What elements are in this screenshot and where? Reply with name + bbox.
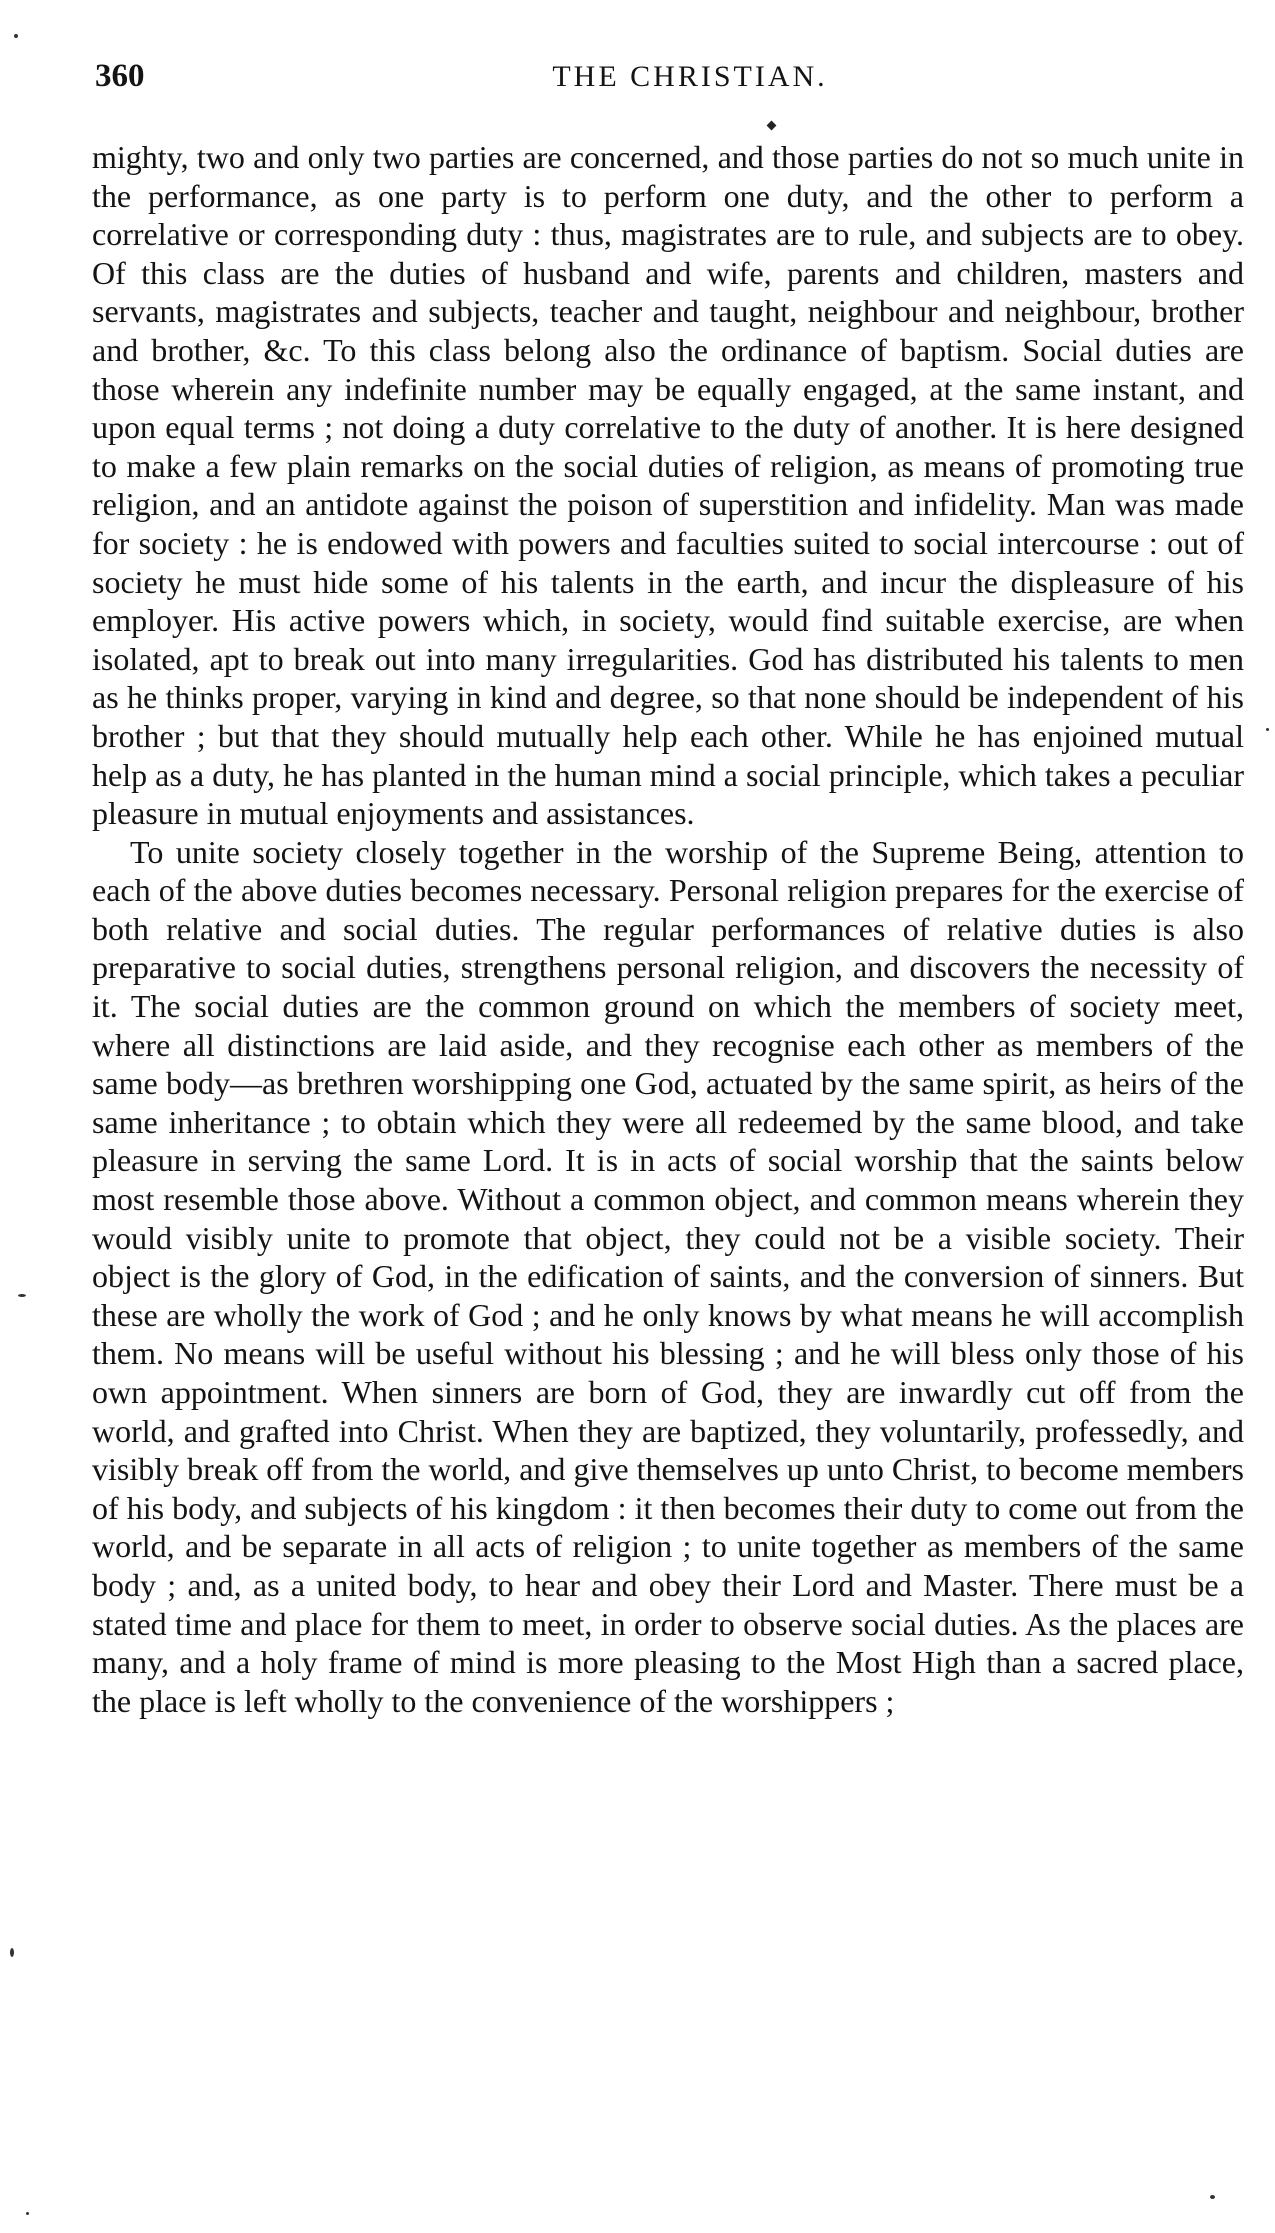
running-header <box>95 52 1245 102</box>
print-speck <box>1266 728 1269 731</box>
paragraph-continued: mighty, two and only two parties are concerned, and those parties do not so much unite in the performance, as one party is to perform one duty, and the other to perform a correlative or corresponding duty : thus, magistrates are to rule, and subjects are to obey. Of this class are the duties of husband and wife, parents and children, masters and servants, magistrates and subjects, teacher and taught, neighbour and neighbour, brother and brother, &c. To this class belong also the ordinance of baptism. Social duties are those wherein any indefinite number may be equally engaged, at the same instant, and upon equal terms ; not doing a duty correlative to the duty of another. It is here designed to make a few plain remarks on the social duties of religion, as means of promoting true religion, and an antidote against the poison of superstition and infidelity. Man was made for society : he is endowed with powers and faculties suited to social intercourse : out of society he must hide some of his talents in the earth, and incur the displeasure of his employer. His active powers which, in society, would find suitable exercise, are when isolated, apt to break out into many irregularities. God has distributed his talents to men as he thinks proper, varying in kind and degree, so that none should be independent of his brother ; but that they should mutually help each other. While he has enjoined mutual help as a duty, he has planted in the human mind a social principle, which takes a peculiar pleasure in mutual enjoyments and assistances. <box>92 139 1244 832</box>
ornament-mark <box>767 121 777 131</box>
print-speck <box>26 2212 29 2215</box>
print-speck <box>10 1948 14 1957</box>
page-number: 360 <box>95 58 145 94</box>
print-speck <box>18 1294 26 1297</box>
print-speck <box>1210 2195 1215 2199</box>
print-speck <box>14 34 18 38</box>
running-title: THE CHRISTIAN. <box>552 60 828 93</box>
paragraph: To unite society closely together in the worship of the Supreme Being, attention to each of the above duties becomes necessary. Personal religion prepares for the exercise of both relative and social duties. The regular performances of relative duties is also preparative to social duties, strengthens personal religion, and discovers the necessity of it. The social duties are the common ground on which the members of society meet, where all distinctions are laid aside, and they recognise each other as members of the same body—as brethren worshipping one God, actuated by the same spirit, as heirs of the same inheritance ; to obtain which they were all redeemed by the same blood, and take pleasure in serving the same Lord. It is in acts of social worship that the saints below most resemble those above. Without a common object, and common means wherein they would visibly unite to promote that object, they could not be a visible society. Their object is the glory of God, in the edification of saints, and the conversion of sinners. But these are wholly the work of God ; and he only knows by what means he will accomplish them. No means will be useful without his blessing ; and he will bless only those of his own appointment. When sinners are born of God, they are inwardly cut off from the world, and grafted into Christ. When they are baptized, they voluntarily, professedly, and visibly break off from the world, and give themselves up unto Christ, to become members of his body, and subjects of his kingdom : it then becomes their duty to come out from the world, and be separate in all acts of religion ; to unite together as members of the same body ; and, as a united body, to hear and obey their Lord and Master. There must be a stated time and place for them to meet, in order to observe social duties. As the places are many, and a holy frame of mind is more pleasing to the Most High than a sacred place, the place is left wholly to the convenience of the worshippers ; <box>92 833 1244 1719</box>
body-text <box>92 138 1244 1720</box>
